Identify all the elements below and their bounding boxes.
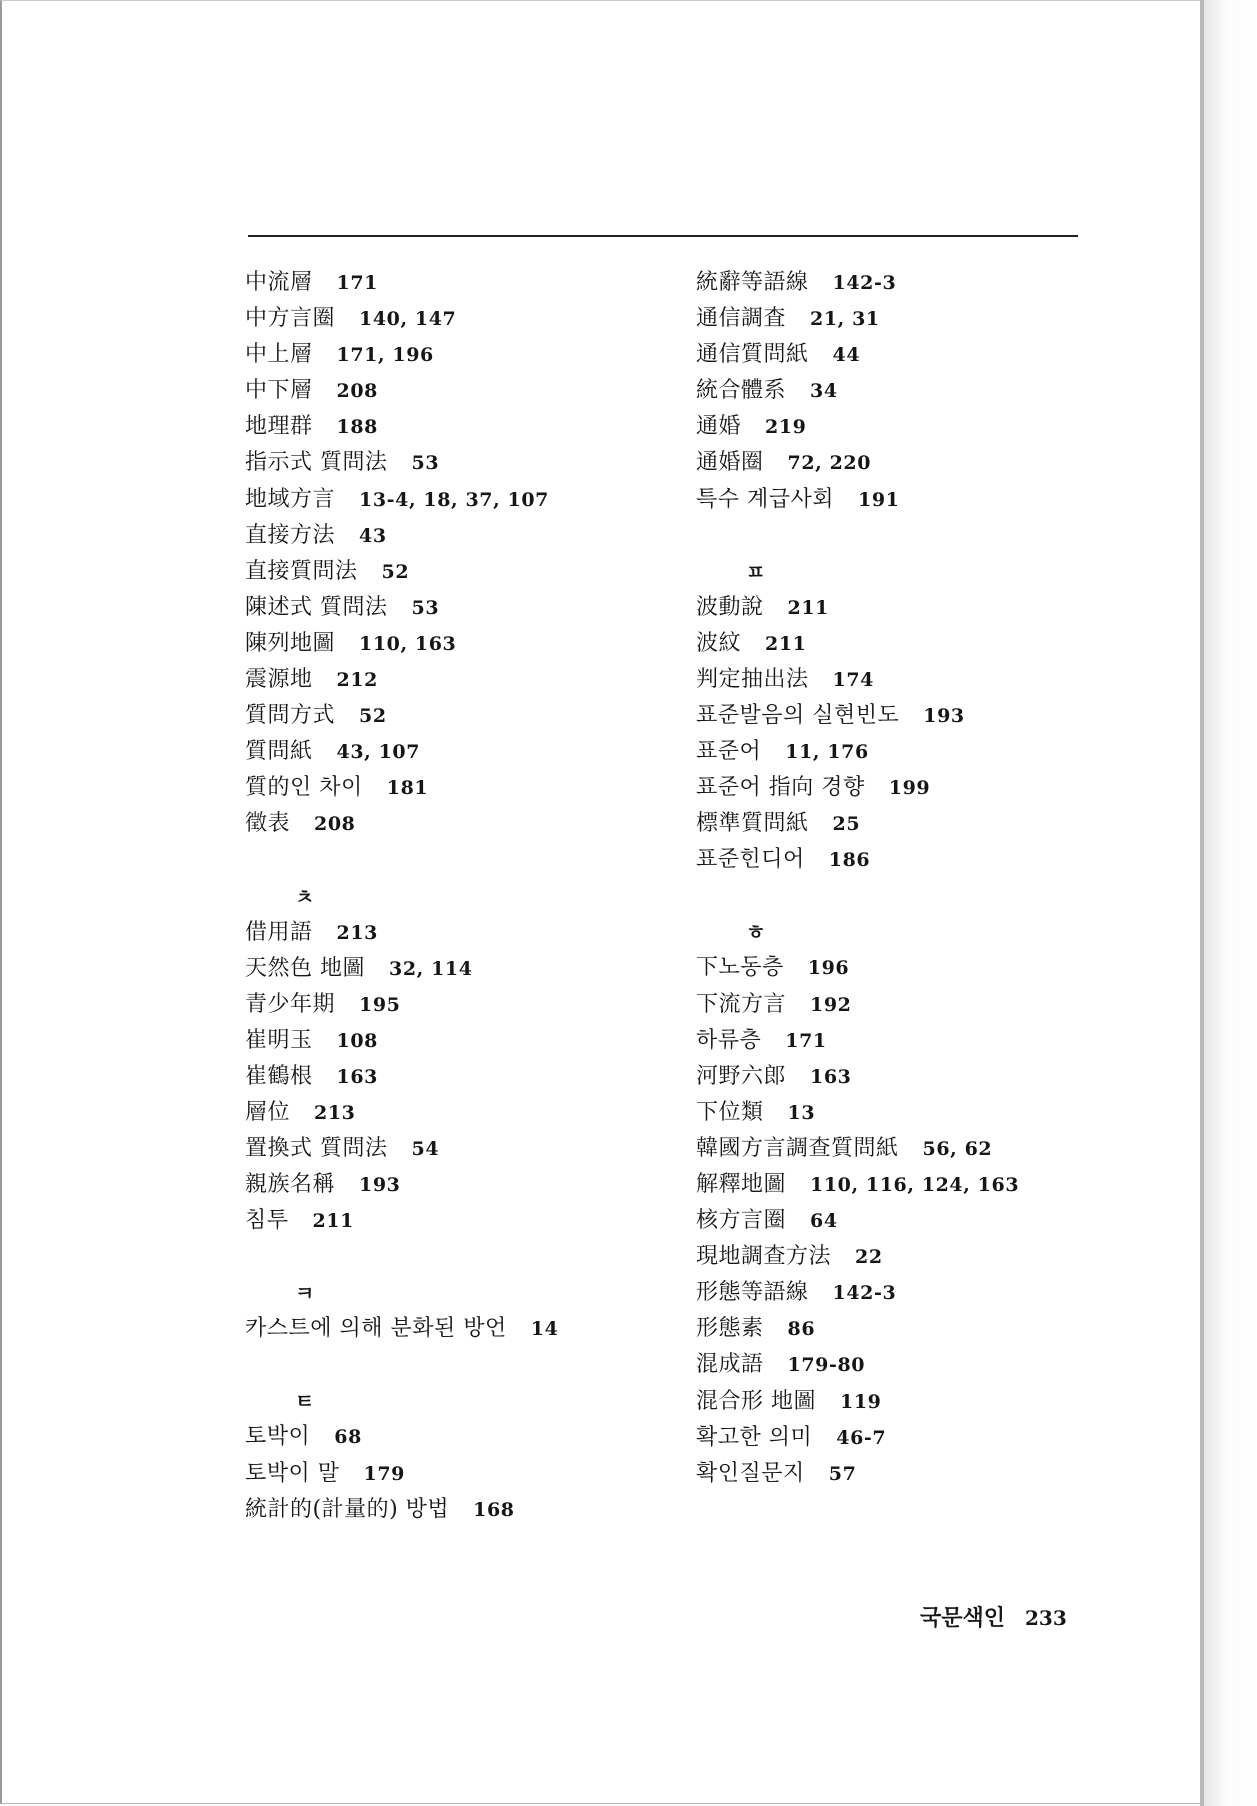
index-entry [696, 482, 1116, 518]
index-pages: 188 [336, 416, 378, 439]
index-term: 崔明玉 [245, 1027, 313, 1053]
index-entry [696, 373, 1116, 409]
index-entry [696, 770, 1116, 806]
index-term: 直接質問法 [245, 558, 358, 584]
index-term: 青少年期 [245, 991, 336, 1017]
index-entry [245, 806, 645, 842]
index-entry [696, 1023, 1116, 1059]
index-entry [696, 950, 1116, 986]
index-entry [696, 1275, 1116, 1311]
index-entry [245, 301, 645, 337]
index-pages: 34 [810, 380, 838, 403]
index-pages: 119 [840, 1390, 882, 1413]
page-footer [920, 1601, 1067, 1632]
index-pages: 13-4, 18, 37, 107 [359, 488, 549, 511]
index-term: 通婚圈 [696, 450, 764, 476]
index-entry [245, 373, 645, 409]
index-entry [696, 301, 1116, 337]
index-term: 波動說 [696, 594, 764, 620]
index-term: 通信質問紙 [696, 342, 809, 368]
index-pages: 213 [336, 921, 378, 944]
index-entry [245, 265, 645, 301]
index-pages: 196 [807, 957, 850, 980]
index-entry [245, 626, 645, 662]
index-entry [245, 1095, 645, 1131]
index-term: 표준힌디어 [696, 847, 805, 873]
index-pages: 186 [828, 849, 871, 872]
index-pages: 211 [787, 596, 829, 619]
index-pages: 211 [765, 632, 807, 655]
index-term: 指示式 質問法 [245, 450, 388, 476]
index-term: 統辭等語線 [696, 270, 809, 295]
index-entry [696, 1384, 1116, 1420]
index-pages: 199 [888, 777, 931, 800]
index-entry [696, 626, 1116, 662]
index-pages: 168 [473, 1498, 515, 1521]
index-term: 下노동층 [696, 955, 784, 981]
index-term: 地域方言 [245, 486, 336, 512]
index-term: 표준어 [696, 739, 762, 765]
index-pages: 43, 107 [336, 741, 421, 764]
index-pages: 64 [810, 1210, 838, 1233]
index-term: 標準質問紙 [696, 811, 809, 837]
section-gap [696, 878, 1116, 914]
index-term: 層位 [245, 1099, 291, 1125]
index-pages: 192 [810, 993, 852, 1016]
index-term: 現地調查方法 [696, 1244, 832, 1270]
index-term: 확고한 의미 [696, 1424, 813, 1450]
index-pages: 108 [336, 1029, 378, 1052]
index-term: 地理群 [245, 414, 313, 440]
index-term: 下流方言 [696, 991, 787, 1017]
index-pages: 13 [787, 1101, 816, 1124]
index-entry [245, 698, 645, 734]
index-column-right [696, 265, 1116, 1492]
index-entry [696, 987, 1116, 1023]
index-entry [696, 698, 1116, 734]
section-gap [245, 1239, 645, 1275]
index-entry [245, 1059, 645, 1095]
index-entry [696, 1311, 1116, 1347]
index-pages: 22 [855, 1246, 883, 1269]
index-term: 置換式 質問法 [245, 1136, 388, 1162]
section-gap [245, 1347, 645, 1383]
index-pages: 212 [336, 669, 378, 692]
section-gap [245, 843, 645, 879]
index-term: 借用語 [245, 919, 313, 945]
index-entry [696, 734, 1116, 770]
index-term: 토박이 말 [245, 1460, 340, 1486]
index-entry [245, 1311, 645, 1347]
index-pages: 140, 147 [359, 308, 457, 331]
index-entry [696, 409, 1116, 445]
index-entry [245, 734, 645, 770]
index-term: 표준어 指向 경향 [696, 775, 865, 801]
index-term: 統合體系 [696, 378, 787, 404]
index-entry [696, 590, 1116, 626]
footer-title: 국문색인 [920, 1605, 1006, 1631]
section-letter: ㅌ [295, 1389, 315, 1414]
index-entry [245, 409, 645, 445]
index-term: 形態素 [696, 1316, 764, 1342]
index-entry [245, 590, 645, 626]
index-pages: 195 [359, 993, 401, 1016]
index-term: 震源地 [245, 667, 313, 693]
index-pages: 110, 163 [359, 632, 457, 655]
index-pages: 53 [411, 452, 440, 475]
index-entry [245, 518, 645, 554]
index-pages: 46-7 [836, 1426, 887, 1449]
index-entry [696, 1203, 1116, 1239]
index-entry [696, 1095, 1116, 1131]
section-letter: ㅋ [295, 1281, 315, 1306]
index-entry [696, 445, 1116, 481]
index-entry [245, 1419, 645, 1455]
index-entry [245, 915, 645, 951]
index-pages: 52 [359, 705, 387, 728]
index-pages: 163 [336, 1065, 378, 1088]
index-term: 核方言圈 [696, 1208, 787, 1234]
index-term: 下位類 [696, 1099, 764, 1125]
index-entry [696, 806, 1116, 842]
index-term: 直接方法 [245, 522, 336, 548]
index-term: 韓國方言調查質問紙 [696, 1135, 899, 1161]
index-pages: 171, 196 [336, 344, 434, 367]
index-entry [696, 337, 1116, 373]
index-entry [245, 1131, 645, 1167]
index-term: 混成語 [696, 1352, 764, 1378]
index-term: 하류층 [696, 1027, 762, 1053]
index-pages: 54 [411, 1138, 440, 1161]
index-pages: 171 [336, 272, 378, 294]
index-entry [245, 987, 645, 1023]
header-rule [248, 235, 1078, 237]
index-pages: 171 [785, 1029, 827, 1052]
index-pages: 14 [530, 1318, 559, 1341]
index-entry [245, 554, 645, 590]
index-pages: 72, 220 [787, 452, 872, 475]
index-term: 形態等語線 [696, 1280, 809, 1306]
index-term: 徵表 [245, 811, 291, 837]
index-term: 崔鶴根 [245, 1063, 313, 1089]
index-pages: 44 [832, 344, 861, 367]
index-pages: 142-3 [832, 272, 897, 294]
index-pages: 52 [381, 560, 410, 583]
index-term: 混合形 地圖 [696, 1388, 816, 1414]
index-term: 陳述式 質問法 [245, 594, 388, 620]
index-entry [245, 445, 645, 481]
index-term: 침투 [245, 1208, 289, 1234]
index-pages: 86 [787, 1318, 816, 1341]
index-term: 解釋地圖 [696, 1171, 787, 1197]
index-pages: 181 [386, 777, 429, 800]
index-term: 河野六郎 [696, 1063, 787, 1089]
index-term: 특수 계급사회 [696, 486, 835, 512]
index-entry [696, 662, 1116, 698]
index-term: 質的인 차이 [245, 775, 363, 801]
page-shadow [1204, 0, 1257, 1806]
index-entry [245, 1456, 645, 1492]
index-pages: 179 [363, 1462, 405, 1485]
index-pages: 179-80 [787, 1354, 866, 1377]
index-pages: 110, 116, 124, 163 [810, 1173, 1020, 1196]
index-pages: 163 [810, 1065, 852, 1088]
index-term: 判定抽出法 [696, 666, 809, 692]
index-term: 波紋 [696, 630, 742, 656]
index-entry [696, 1239, 1116, 1275]
index-entry [696, 1456, 1116, 1492]
index-term: 中上層 [245, 342, 313, 368]
index-pages: 32, 114 [389, 957, 473, 980]
section-letter: ㅎ [746, 920, 766, 945]
index-entry [696, 1167, 1116, 1203]
page-number: 233 [1025, 1606, 1067, 1630]
index-pages: 219 [765, 416, 807, 439]
index-entry [696, 1347, 1116, 1383]
index-pages: 25 [832, 813, 861, 836]
index-term: 토박이 [245, 1424, 311, 1450]
index-pages: 43 [359, 524, 387, 547]
index-term: 親族名稱 [245, 1172, 336, 1198]
index-term: 通信調査 [696, 306, 787, 332]
index-term: 通婚 [696, 414, 742, 440]
index-pages: 68 [334, 1426, 362, 1449]
index-pages: 208 [336, 380, 378, 403]
index-term: 中方言圈 [245, 306, 336, 332]
index-entry [245, 1492, 645, 1528]
index-pages: 56, 62 [922, 1137, 993, 1160]
index-pages: 211 [312, 1210, 354, 1233]
index-pages: 208 [314, 813, 356, 836]
index-pages: 142-3 [832, 1282, 897, 1305]
index-term: 質問紙 [245, 739, 313, 765]
index-term: 카스트에 의해 분화된 방언 [245, 1316, 507, 1342]
index-term: 陳列地圖 [245, 630, 336, 656]
index-term: 質問方式 [245, 703, 336, 729]
index-entry [696, 842, 1116, 878]
index-entry [245, 951, 645, 987]
index-pages: 11, 176 [785, 741, 869, 764]
index-entry [245, 1203, 645, 1239]
index-entry [245, 662, 645, 698]
index-pages: 174 [832, 668, 874, 691]
index-pages: 193 [923, 704, 965, 727]
section-letter: ㅊ [295, 884, 315, 909]
index-term: 확인질문지 [696, 1460, 805, 1486]
index-column-left [245, 265, 645, 1528]
index-pages: 57 [828, 1462, 857, 1485]
index-entry [245, 1167, 645, 1203]
index-term: 표준발음의 실현빈도 [696, 702, 900, 728]
index-term: 天然色 地圖 [245, 955, 365, 981]
index-term: 中下層 [245, 378, 313, 404]
index-pages: 213 [314, 1101, 356, 1124]
index-entry [696, 1420, 1116, 1456]
index-term: 中流層 [245, 270, 313, 295]
index-pages: 21, 31 [810, 308, 880, 331]
index-pages: 191 [858, 488, 900, 511]
index-term: 統計的(計量的) 방법 [245, 1496, 450, 1522]
section-gap [696, 518, 1116, 554]
index-entry [245, 337, 645, 373]
index-pages: 53 [411, 596, 440, 619]
index-entry [696, 1131, 1116, 1167]
index-entry [696, 265, 1116, 301]
page-edge [1200, 0, 1204, 1806]
index-pages: 193 [359, 1174, 401, 1197]
section-letter: ㅍ [746, 559, 766, 584]
index-entry [245, 482, 645, 518]
index-entry [245, 1023, 645, 1059]
index-entry [696, 1059, 1116, 1095]
index-entry [245, 770, 645, 806]
